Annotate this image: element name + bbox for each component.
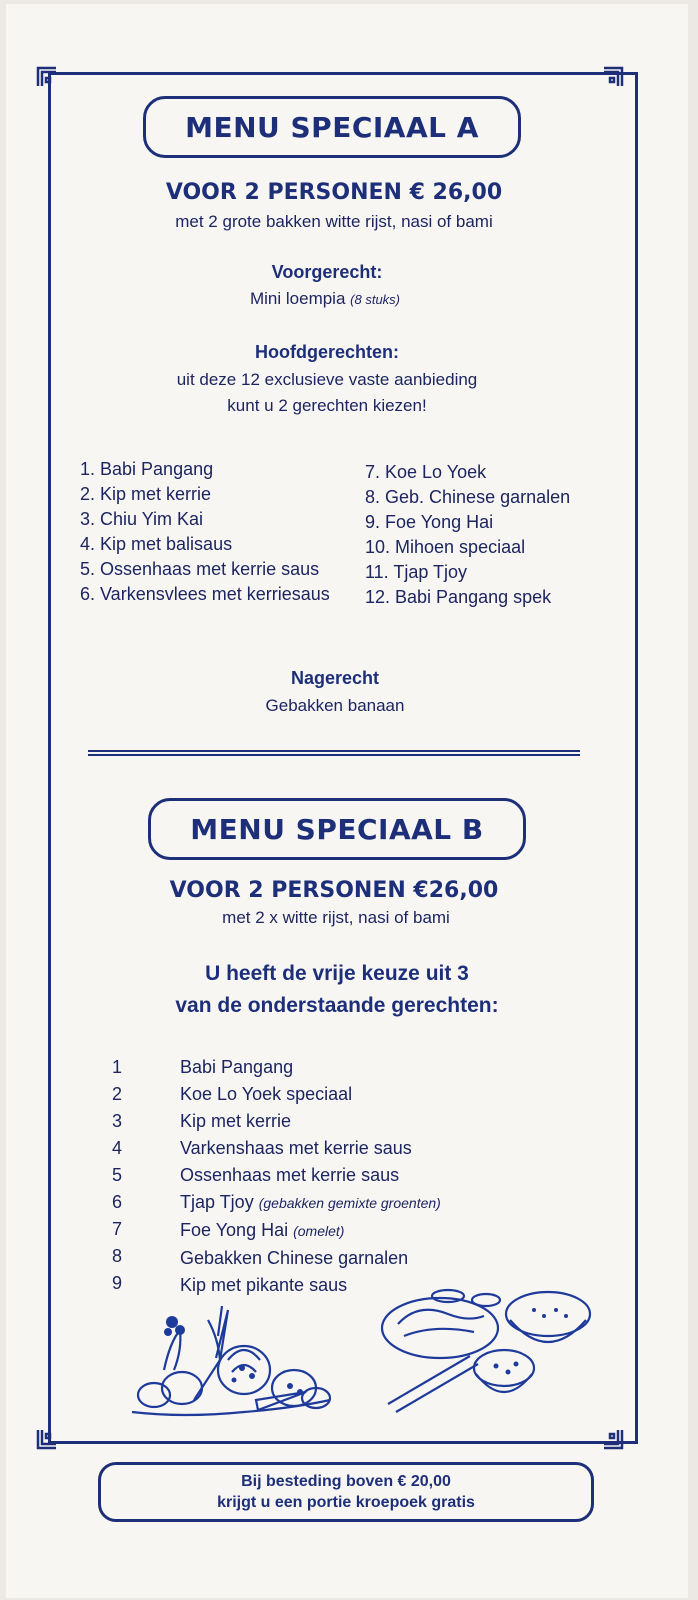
- menu-a-mains-intro-2: kunt u 2 gerechten kiezen!: [227, 396, 427, 415]
- dish-number: 4: [112, 1138, 123, 1158]
- dish-number: 1: [112, 1057, 123, 1077]
- menu-a-price: VOOR 2 PERSONEN € 26,00: [165, 180, 503, 205]
- dish-name: Koe Lo Yoek speciaal: [180, 1084, 353, 1104]
- section-divider: [88, 750, 580, 756]
- menu-a-starter-heading: Voorgerecht:: [271, 262, 383, 282]
- menu-b-rice-line: met 2 x witte rijst, nasi of bami: [222, 908, 450, 927]
- dish-number: 8: [112, 1246, 123, 1266]
- list-item: 8. Geb. Chinese garnalen: [365, 487, 571, 507]
- menu-b-price: VOOR 2 PERSONEN €26,00: [169, 878, 499, 903]
- menu-a-starter: [0, 289, 674, 309]
- dish-note: (omelet): [293, 1223, 345, 1239]
- menu-a-dessert-item: Gebakken banaan: [265, 696, 405, 715]
- starter-item: Mini loempia: [249, 289, 346, 308]
- list-item: [180, 1054, 441, 1081]
- vegetables-illustration: [124, 1300, 336, 1422]
- menu-a-dish-list-left: [80, 457, 330, 607]
- dish-number: 3: [112, 1111, 123, 1131]
- list-item: 11. Tjap Tjoy: [365, 562, 468, 582]
- list-item: 2. Kip met kerrie: [80, 484, 212, 504]
- list-item: 5. Ossenhaas met kerrie saus: [80, 559, 320, 579]
- list-item: [180, 1135, 441, 1162]
- corner-ornament-icon: [602, 1428, 624, 1450]
- dish-name: Gebakken Chinese garnalen: [180, 1248, 409, 1268]
- list-item: [180, 1081, 441, 1108]
- dishes-illustration: [378, 1286, 598, 1426]
- dish-name: Varkenshaas met kerrie saus: [180, 1138, 412, 1158]
- corner-ornament-icon: [36, 66, 58, 88]
- dish-name: Ossenhaas met kerrie saus: [180, 1165, 400, 1185]
- list-item: [180, 1108, 441, 1135]
- list-item: 12. Babi Pangang spek: [365, 587, 552, 607]
- list-item: [180, 1217, 441, 1245]
- menu-a-title: MENU SPECIAAL A: [143, 96, 521, 158]
- menu-a-rice-line: met 2 grote bakken witte rijst, nasi of bami: [175, 212, 493, 231]
- menu-b-choice-line-1: U heeft de vrije keuze uit 3: [205, 962, 469, 985]
- list-item: [180, 1162, 441, 1189]
- list-item: 3. Chiu Yim Kai: [80, 509, 204, 529]
- dish-number: 5: [112, 1165, 123, 1185]
- menu-a-dish-list-right: [365, 460, 570, 610]
- dish-number: 7: [112, 1219, 123, 1239]
- list-item: 1. Babi Pangang: [80, 459, 214, 479]
- corner-ornament-icon: [602, 66, 624, 88]
- dish-name: Babi Pangang: [180, 1057, 294, 1077]
- dish-note: (gebakken gemixte groenten): [258, 1195, 441, 1211]
- menu-b-choice-line-2: van de onderstaande gerechten:: [175, 994, 499, 1017]
- footer-line-1: Bij besteding boven € 20,00: [241, 1473, 451, 1490]
- list-item: 4. Kip met balisaus: [80, 534, 233, 554]
- starter-qty: (8 stuks): [350, 292, 400, 307]
- menu-b-numbers: [112, 1054, 122, 1297]
- list-item: 9. Foe Yong Hai: [365, 512, 494, 532]
- list-item: [180, 1245, 441, 1272]
- list-item: [180, 1189, 441, 1217]
- menu-a-dessert-heading: Nagerecht: [290, 668, 380, 688]
- list-item: 10. Mihoen speciaal: [365, 537, 526, 557]
- footer-line-2: krijgt u een portie kroepoek gratis: [217, 1494, 475, 1511]
- dish-number: 2: [112, 1084, 123, 1104]
- dish-name: Kip met pikante saus: [180, 1275, 348, 1295]
- dish-number: 6: [112, 1192, 123, 1212]
- dish-name: Tjap Tjoy: [180, 1192, 254, 1212]
- list-item: 7. Koe Lo Yoek: [365, 462, 487, 482]
- dish-number: 9: [112, 1273, 123, 1293]
- menu-a-mains-heading: Hoofdgerechten:: [255, 342, 399, 362]
- list-item: 6. Varkensvlees met kerriesaus: [80, 584, 330, 604]
- footer-promo-box: [98, 1462, 594, 1522]
- menu-a-mains-intro-1: uit deze 12 exclusieve vaste aanbieding: [176, 370, 478, 389]
- corner-ornament-icon: [36, 1428, 58, 1450]
- menu-b-title: MENU SPECIAAL B: [148, 798, 526, 860]
- dish-name: Kip met kerrie: [180, 1111, 292, 1131]
- dish-name: Foe Yong Hai: [180, 1220, 289, 1240]
- menu-b-dish-list: [180, 1054, 441, 1299]
